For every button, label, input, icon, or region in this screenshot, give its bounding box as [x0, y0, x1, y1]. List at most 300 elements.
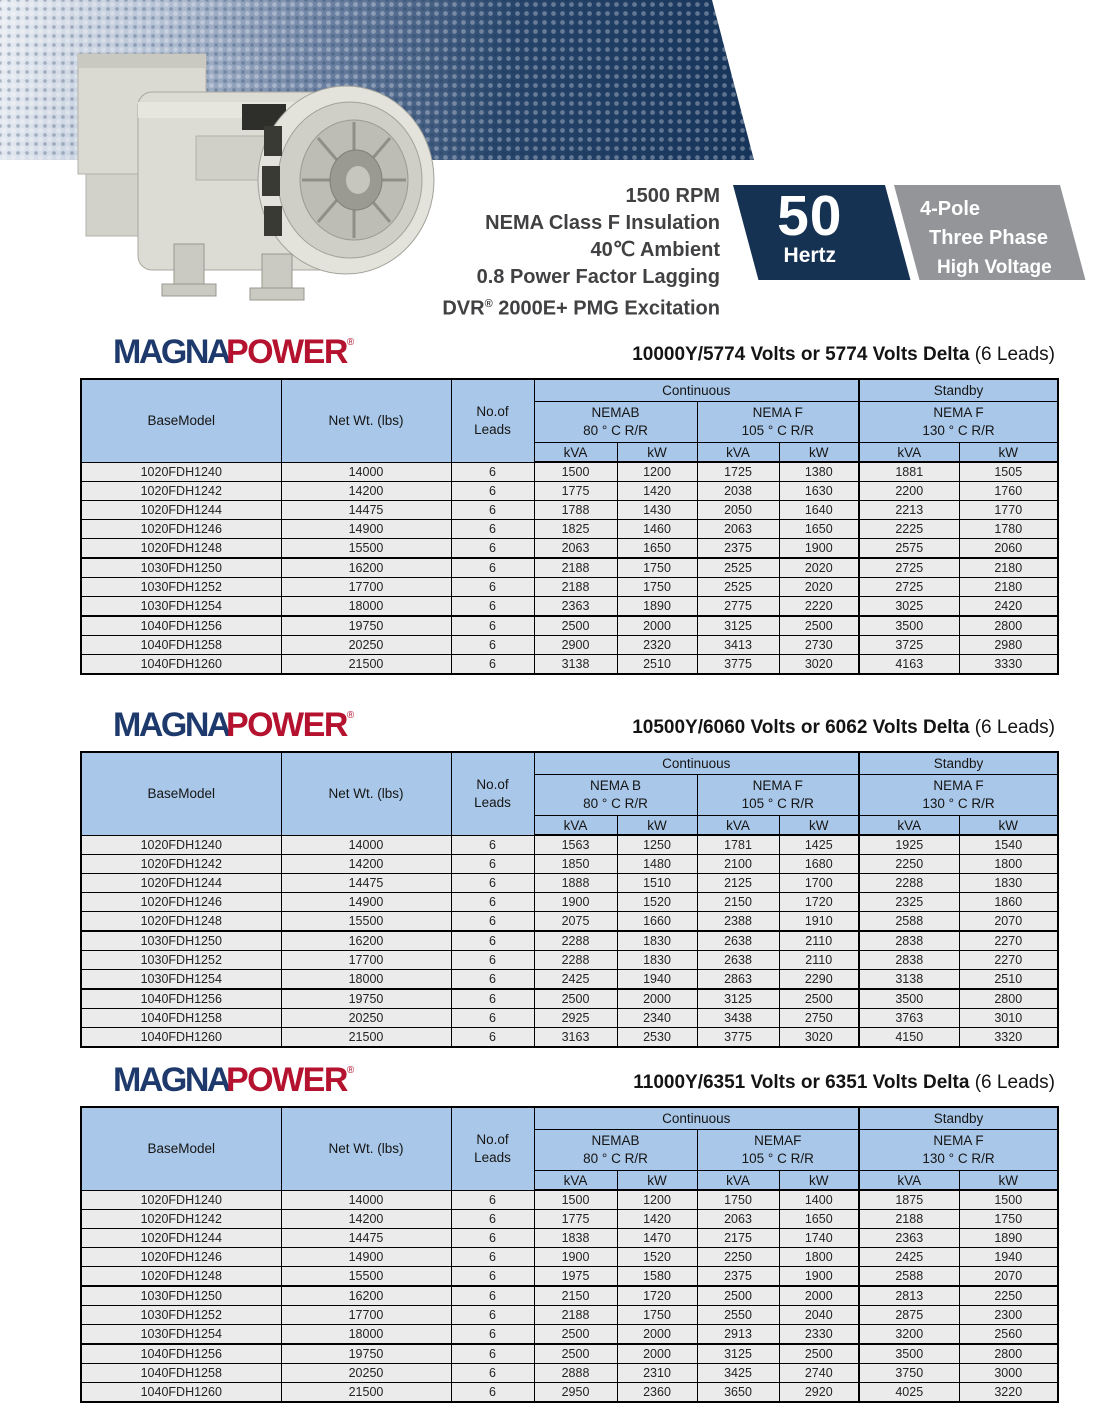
table-row — [81, 462, 1058, 482]
value-cell: 1720 — [779, 893, 859, 912]
value-cell: 1900 — [534, 893, 617, 912]
value-cell: 6 — [451, 989, 534, 1009]
continuous-header: Continuous — [534, 752, 859, 775]
value-cell: 6 — [451, 893, 534, 912]
net-weight-header: Net Wt. (lbs) — [281, 379, 451, 462]
leads-header: No.of Leads — [451, 752, 534, 835]
table-row — [81, 520, 1058, 539]
table-row — [81, 636, 1058, 655]
value-cell: 2525 — [697, 558, 779, 578]
value-cell: 2800 — [959, 616, 1058, 636]
value-cell: 3500 — [859, 989, 959, 1009]
value-cell: 1740 — [779, 1229, 859, 1248]
value-cell: 2800 — [959, 1344, 1058, 1364]
value-cell: 1780 — [959, 520, 1058, 539]
table-row — [81, 893, 1058, 912]
value-cell: 1888 — [534, 874, 617, 893]
value-cell: 19750 — [281, 1344, 451, 1364]
value-cell: 2290 — [779, 970, 859, 990]
value-cell: 2863 — [697, 970, 779, 990]
value-cell: 2920 — [779, 1383, 859, 1403]
value-cell: 6 — [451, 501, 534, 520]
value-cell: 2575 — [859, 539, 959, 559]
value-cell: 15500 — [281, 912, 451, 932]
base-model-cell: 1020FDH1248 — [81, 1267, 281, 1287]
base-model-cell: 1020FDH1240 — [81, 835, 281, 855]
header-row — [81, 752, 1058, 775]
value-cell: 3125 — [697, 616, 779, 636]
value-cell: 19750 — [281, 616, 451, 636]
voltage-line: High Voltage — [937, 257, 1052, 278]
value-cell: 2425 — [534, 970, 617, 990]
base-model-cell: 1020FDH1240 — [81, 1190, 281, 1210]
value-cell: 2510 — [617, 655, 697, 675]
value-cell: 2740 — [779, 1364, 859, 1383]
value-cell: 14475 — [281, 1229, 451, 1248]
table-row — [81, 1190, 1058, 1210]
value-cell: 15500 — [281, 1267, 451, 1287]
value-cell: 1800 — [779, 1248, 859, 1267]
value-cell: 2360 — [617, 1383, 697, 1403]
kw-header: kW — [617, 1171, 697, 1191]
value-cell: 2270 — [959, 931, 1058, 951]
value-cell: 1830 — [617, 931, 697, 951]
value-cell: 2325 — [859, 893, 959, 912]
value-cell: 2020 — [779, 558, 859, 578]
kva-header: kVA — [859, 816, 959, 836]
leads-note: (6 Leads) — [969, 344, 1055, 365]
value-cell: 6 — [451, 970, 534, 990]
table-row — [81, 1325, 1058, 1345]
value-cell: 2300 — [959, 1306, 1058, 1325]
value-cell: 2110 — [779, 931, 859, 951]
value-cell: 2813 — [859, 1286, 959, 1306]
value-cell: 2188 — [534, 1306, 617, 1325]
value-cell: 20250 — [281, 636, 451, 655]
magnapower-logo — [113, 705, 354, 752]
value-cell: 3775 — [697, 655, 779, 675]
value-cell: 2500 — [779, 616, 859, 636]
kw-header: kW — [617, 443, 697, 463]
value-cell: 3020 — [779, 655, 859, 675]
ratings-table-10000y — [80, 378, 1059, 675]
spec-section-11000y — [0, 1060, 1107, 1403]
base-model-cell: 1030FDH1252 — [81, 951, 281, 970]
base-model-cell: 1040FDH1258 — [81, 636, 281, 655]
value-cell: 17700 — [281, 1306, 451, 1325]
value-cell: 2180 — [959, 578, 1058, 597]
pole-line: 4-Pole — [920, 198, 981, 220]
value-cell: 3725 — [859, 636, 959, 655]
table-row — [81, 1344, 1058, 1364]
base-model-cell: 1040FDH1256 — [81, 616, 281, 636]
value-cell: 2888 — [534, 1364, 617, 1383]
table-row — [81, 1267, 1058, 1287]
value-cell: 1420 — [617, 482, 697, 501]
value-cell: 6 — [451, 1364, 534, 1383]
base-model-cell: 1040FDH1260 — [81, 1028, 281, 1048]
table-row — [81, 931, 1058, 951]
hertz-value: 50 — [777, 184, 843, 248]
value-cell: 3763 — [859, 1009, 959, 1028]
value-cell: 1500 — [959, 1190, 1058, 1210]
value-cell: 2500 — [697, 1286, 779, 1306]
value-cell: 2110 — [779, 951, 859, 970]
value-cell: 2725 — [859, 578, 959, 597]
table-row — [81, 501, 1058, 520]
value-cell: 2750 — [779, 1009, 859, 1028]
hertz-unit: Hertz — [783, 244, 837, 267]
logo-registered-mark: ® — [346, 336, 355, 348]
spec-line-ambient: 40℃ Ambient — [590, 239, 720, 261]
value-cell: 3220 — [959, 1383, 1058, 1403]
value-cell: 6 — [451, 1190, 534, 1210]
nema-class-header: NEMA F 130 ° C R/R — [859, 1130, 1058, 1171]
table-row — [81, 655, 1058, 675]
value-cell: 2000 — [617, 616, 697, 636]
table-row — [81, 558, 1058, 578]
value-cell: 6 — [451, 835, 534, 855]
value-cell: 2925 — [534, 1009, 617, 1028]
value-cell: 1940 — [617, 970, 697, 990]
nema-class-header: NEMAB 80 ° C R/R — [534, 402, 697, 443]
value-cell: 2530 — [617, 1028, 697, 1048]
pole-badge — [894, 185, 1085, 280]
value-cell: 2310 — [617, 1364, 697, 1383]
kw-header: kW — [617, 816, 697, 836]
value-cell: 6 — [451, 1306, 534, 1325]
value-cell: 18000 — [281, 970, 451, 990]
base-model-cell: 1020FDH1248 — [81, 539, 281, 559]
value-cell: 6 — [451, 1229, 534, 1248]
kw-header: kW — [959, 1171, 1058, 1191]
value-cell: 15500 — [281, 539, 451, 559]
value-cell: 2500 — [534, 989, 617, 1009]
value-cell: 2200 — [859, 482, 959, 501]
ratings-table-10500y — [80, 751, 1059, 1048]
value-cell: 6 — [451, 1344, 534, 1364]
value-cell: 17700 — [281, 951, 451, 970]
table-row — [81, 874, 1058, 893]
value-cell: 2425 — [859, 1248, 959, 1267]
table-header — [81, 379, 1058, 462]
value-cell: 3775 — [697, 1028, 779, 1048]
value-cell: 1875 — [859, 1190, 959, 1210]
value-cell: 3500 — [859, 1344, 959, 1364]
value-cell: 14000 — [281, 1190, 451, 1210]
value-cell: 6 — [451, 931, 534, 951]
value-cell: 2063 — [534, 539, 617, 559]
spec-line-power-factor: 0.8 Power Factor Lagging — [476, 266, 720, 288]
value-cell: 1470 — [617, 1229, 697, 1248]
value-cell: 6 — [451, 855, 534, 874]
value-cell: 1630 — [779, 482, 859, 501]
dvr-tail: 2000E+ PMG Excitation — [492, 297, 720, 320]
value-cell: 14200 — [281, 855, 451, 874]
value-cell: 1830 — [617, 951, 697, 970]
value-cell: 2500 — [534, 1344, 617, 1364]
value-cell: 6 — [451, 1383, 534, 1403]
value-cell: 2500 — [534, 616, 617, 636]
value-cell: 2075 — [534, 912, 617, 932]
value-cell: 2188 — [534, 558, 617, 578]
value-cell: 1720 — [617, 1286, 697, 1306]
table-row — [81, 578, 1058, 597]
value-cell: 6 — [451, 1248, 534, 1267]
base-model-cell: 1020FDH1246 — [81, 520, 281, 539]
table-row — [81, 482, 1058, 501]
table-row — [81, 835, 1058, 855]
value-cell: 1200 — [617, 1190, 697, 1210]
standby-header: Standby — [859, 1107, 1058, 1130]
leads-note: (6 Leads) — [969, 717, 1055, 738]
logo-registered-mark: ® — [346, 1064, 355, 1076]
base-model-header: BaseModel — [81, 752, 281, 835]
table-row — [81, 989, 1058, 1009]
table-body — [81, 835, 1058, 1047]
value-cell: 1500 — [534, 462, 617, 482]
value-cell: 2638 — [697, 951, 779, 970]
table-body — [81, 462, 1058, 674]
table-row — [81, 539, 1058, 559]
value-cell: 14475 — [281, 501, 451, 520]
value-cell: 6 — [451, 874, 534, 893]
base-model-cell: 1020FDH1246 — [81, 1248, 281, 1267]
value-cell: 2000 — [617, 989, 697, 1009]
value-cell: 2900 — [534, 636, 617, 655]
base-model-cell: 1020FDH1242 — [81, 482, 281, 501]
value-cell: 1650 — [779, 1210, 859, 1229]
value-cell: 2250 — [959, 1286, 1058, 1306]
value-cell: 6 — [451, 1286, 534, 1306]
value-cell: 1650 — [617, 539, 697, 559]
value-cell: 1940 — [959, 1248, 1058, 1267]
value-cell: 2420 — [959, 597, 1058, 617]
table-row — [81, 1383, 1058, 1403]
base-model-cell: 1020FDH1244 — [81, 501, 281, 520]
value-cell: 2950 — [534, 1383, 617, 1403]
value-cell: 1640 — [779, 501, 859, 520]
banner — [0, 0, 1107, 320]
value-cell: 3020 — [779, 1028, 859, 1048]
base-model-cell: 1030FDH1252 — [81, 578, 281, 597]
value-cell: 16200 — [281, 558, 451, 578]
table-row — [81, 597, 1058, 617]
value-cell: 1200 — [617, 462, 697, 482]
table-row — [81, 1364, 1058, 1383]
value-cell: 1775 — [534, 482, 617, 501]
value-cell: 3010 — [959, 1009, 1058, 1028]
kw-header: kW — [779, 816, 859, 836]
kva-header: kVA — [859, 443, 959, 463]
value-cell: 1838 — [534, 1229, 617, 1248]
leads-header: No.of Leads — [451, 379, 534, 462]
value-cell: 1505 — [959, 462, 1058, 482]
value-cell: 14900 — [281, 893, 451, 912]
section-title — [354, 1072, 1055, 1094]
leads-note: (6 Leads) — [969, 1072, 1055, 1093]
value-cell: 2060 — [959, 539, 1058, 559]
value-cell: 2225 — [859, 520, 959, 539]
value-cell: 2330 — [779, 1325, 859, 1345]
value-cell: 21500 — [281, 1383, 451, 1403]
logo-registered-mark: ® — [346, 709, 355, 721]
value-cell: 2838 — [859, 931, 959, 951]
base-model-cell: 1040FDH1256 — [81, 1344, 281, 1364]
value-cell: 2020 — [779, 578, 859, 597]
leads-header: No.of Leads — [451, 1107, 534, 1190]
kva-header: kVA — [697, 1171, 779, 1191]
value-cell: 2070 — [959, 912, 1058, 932]
value-cell: 2388 — [697, 912, 779, 932]
phase-line: Three Phase — [929, 227, 1048, 249]
base-model-cell: 1030FDH1250 — [81, 558, 281, 578]
table-row — [81, 970, 1058, 990]
value-cell: 14900 — [281, 1248, 451, 1267]
value-cell: 14000 — [281, 835, 451, 855]
value-cell: 3330 — [959, 655, 1058, 675]
value-cell: 1660 — [617, 912, 697, 932]
value-cell: 1775 — [534, 1210, 617, 1229]
value-cell: 2250 — [697, 1248, 779, 1267]
value-cell: 1830 — [959, 874, 1058, 893]
value-cell: 1860 — [959, 893, 1058, 912]
value-cell: 2180 — [959, 558, 1058, 578]
value-cell: 3163 — [534, 1028, 617, 1048]
value-cell: 2063 — [697, 520, 779, 539]
value-cell: 6 — [451, 636, 534, 655]
spec-section-10500y — [0, 705, 1107, 1048]
value-cell: 19750 — [281, 989, 451, 1009]
header-row — [81, 379, 1058, 402]
value-cell: 2288 — [859, 874, 959, 893]
base-model-cell: 1030FDH1250 — [81, 931, 281, 951]
value-cell: 2363 — [859, 1229, 959, 1248]
value-cell: 14000 — [281, 462, 451, 482]
value-cell: 2213 — [859, 501, 959, 520]
value-cell: 2725 — [859, 558, 959, 578]
value-cell: 2500 — [534, 1325, 617, 1345]
spec-line-excitation — [442, 291, 720, 323]
value-cell: 2000 — [779, 1286, 859, 1306]
table-row — [81, 1286, 1058, 1306]
value-cell: 21500 — [281, 1028, 451, 1048]
value-cell: 3500 — [859, 616, 959, 636]
value-cell: 2500 — [779, 989, 859, 1009]
voltage-title: 11000Y/6351 Volts or 6351 Volts Delta — [633, 1072, 970, 1093]
base-model-cell: 1030FDH1254 — [81, 1325, 281, 1345]
base-model-cell: 1030FDH1252 — [81, 1306, 281, 1325]
value-cell: 2588 — [859, 912, 959, 932]
value-cell: 1520 — [617, 893, 697, 912]
value-cell: 1480 — [617, 855, 697, 874]
table-row — [81, 1210, 1058, 1229]
value-cell: 2375 — [697, 1267, 779, 1287]
value-cell: 2500 — [779, 1344, 859, 1364]
value-cell: 2040 — [779, 1306, 859, 1325]
value-cell: 1500 — [534, 1190, 617, 1210]
value-cell: 1425 — [779, 835, 859, 855]
value-cell: 20250 — [281, 1364, 451, 1383]
table-row — [81, 1229, 1058, 1248]
value-cell: 1460 — [617, 520, 697, 539]
table-row — [81, 912, 1058, 932]
spec-line-insulation: NEMA Class F Insulation — [485, 212, 720, 234]
value-cell: 2050 — [697, 501, 779, 520]
value-cell: 2525 — [697, 578, 779, 597]
value-cell: 1900 — [534, 1248, 617, 1267]
value-cell: 1900 — [779, 1267, 859, 1287]
generator-photo — [46, 48, 438, 302]
value-cell: 1800 — [959, 855, 1058, 874]
kva-header: kVA — [534, 1171, 617, 1191]
value-cell: 1825 — [534, 520, 617, 539]
value-cell: 6 — [451, 1009, 534, 1028]
value-cell: 2560 — [959, 1325, 1058, 1345]
logo-magna: MAGNA — [113, 332, 229, 371]
value-cell: 4150 — [859, 1028, 959, 1048]
value-cell: 3138 — [859, 970, 959, 990]
nema-class-header: NEMAF 105 ° C R/R — [697, 1130, 859, 1171]
header-row — [81, 1107, 1058, 1130]
value-cell: 2375 — [697, 539, 779, 559]
value-cell: 3750 — [859, 1364, 959, 1383]
value-cell: 2875 — [859, 1306, 959, 1325]
value-cell: 6 — [451, 539, 534, 559]
base-model-cell: 1040FDH1258 — [81, 1009, 281, 1028]
nema-class-header: NEMAB 80 ° C R/R — [534, 1130, 697, 1171]
value-cell: 1890 — [617, 597, 697, 617]
value-cell: 3200 — [859, 1325, 959, 1345]
value-cell: 1650 — [779, 520, 859, 539]
spec-section-10000y — [0, 332, 1107, 675]
nema-class-header: NEMA F 130 ° C R/R — [859, 402, 1058, 443]
value-cell: 1380 — [779, 462, 859, 482]
value-cell: 1250 — [617, 835, 697, 855]
value-cell: 2175 — [697, 1229, 779, 1248]
value-cell: 2775 — [697, 597, 779, 617]
value-cell: 3138 — [534, 655, 617, 675]
table-row — [81, 616, 1058, 636]
nema-class-header: NEMA F 130 ° C R/R — [859, 775, 1058, 816]
base-model-cell: 1040FDH1256 — [81, 989, 281, 1009]
base-model-cell: 1020FDH1248 — [81, 912, 281, 932]
value-cell: 14200 — [281, 482, 451, 501]
base-model-cell: 1030FDH1254 — [81, 970, 281, 990]
value-cell: 1700 — [779, 874, 859, 893]
value-cell: 4163 — [859, 655, 959, 675]
net-weight-header: Net Wt. (lbs) — [281, 1107, 451, 1190]
voltage-title: 10000Y/5774 Volts or 5774 Volts Delta — [632, 344, 970, 365]
value-cell: 2800 — [959, 989, 1058, 1009]
kw-header: kW — [959, 443, 1058, 463]
value-cell: 3320 — [959, 1028, 1058, 1048]
value-cell: 18000 — [281, 1325, 451, 1345]
value-cell: 6 — [451, 597, 534, 617]
value-cell: 14200 — [281, 1210, 451, 1229]
value-cell: 2150 — [534, 1286, 617, 1306]
base-model-cell: 1040FDH1258 — [81, 1364, 281, 1383]
value-cell: 1975 — [534, 1267, 617, 1287]
table-row — [81, 1306, 1058, 1325]
table-row — [81, 855, 1058, 874]
value-cell: 3125 — [697, 989, 779, 1009]
base-model-cell: 1030FDH1254 — [81, 597, 281, 617]
value-cell: 2320 — [617, 636, 697, 655]
kw-header: kW — [779, 443, 859, 463]
value-cell: 3000 — [959, 1364, 1058, 1383]
nema-class-header: NEMA B 80 ° C R/R — [534, 775, 697, 816]
